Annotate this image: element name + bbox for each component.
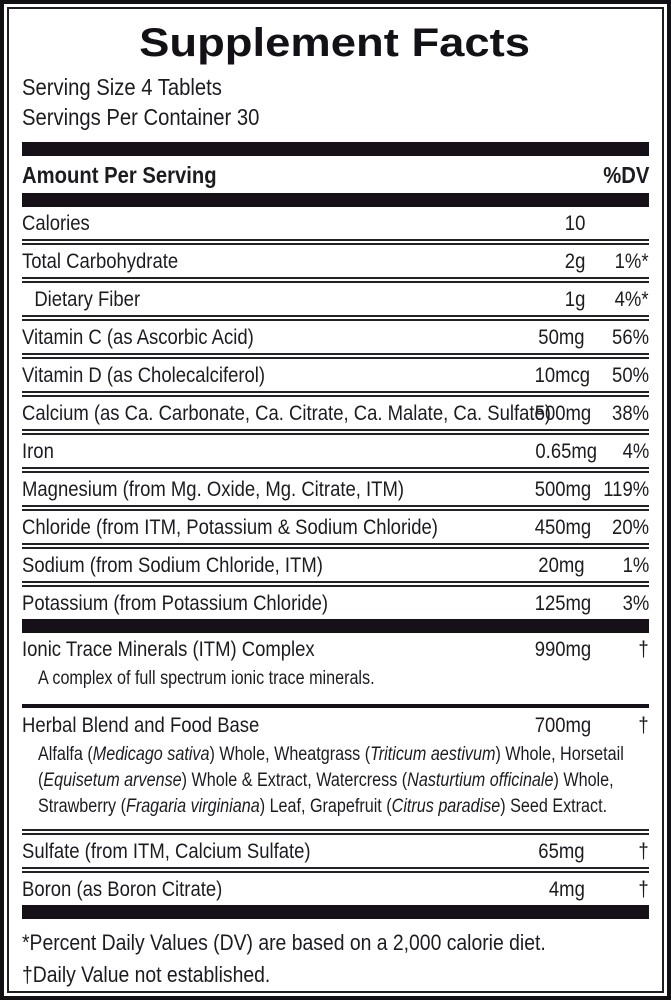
itm-description: A complex of full spectrum ionic trace minerals.: [38, 668, 375, 689]
nutrient-name: Iron: [22, 440, 54, 463]
table-row-boron: [22, 873, 649, 905]
herbal-description-line: (Equisetum arvense) Whole & Extract, Watercress (Nasturtium officinale) Whole,: [38, 770, 614, 791]
nutrient-dv: 38%: [612, 402, 649, 425]
nutrient-amount: 0.65mg: [535, 440, 598, 463]
nutrient-name: Sulfate (from ITM, Calcium Sulfate): [22, 840, 311, 863]
table-row-vitamin-d: [22, 359, 649, 391]
nutrient-name: Potassium (from Potassium Chloride): [22, 592, 329, 615]
nutrient-name: Calories: [22, 212, 90, 235]
nutrient-amount: 700mg: [534, 714, 592, 737]
table-row-herbal-blend: [22, 709, 649, 741]
nutrient-amount: 125mg: [534, 592, 592, 615]
nutrient-dv: 20%: [612, 516, 649, 539]
nutrient-dv: †: [638, 714, 649, 737]
nutrient-name: Chloride (from ITM, Potassium & Sodium Chloride): [22, 516, 438, 539]
nutrient-amount: 4mg: [549, 878, 585, 901]
divider-bar: [22, 142, 649, 156]
table-row-calories: [22, 207, 649, 239]
footnotes: [22, 927, 649, 991]
nutrient-dv: 1%*: [615, 250, 649, 273]
nutrient-dv: 56%: [612, 326, 649, 349]
title-graphic: [22, 21, 649, 65]
nutrient-amount: 500mg: [534, 478, 592, 501]
table-row-iron: [22, 435, 649, 467]
nutrient-dv: 1%: [622, 554, 649, 577]
nutrient-name: Magnesium (from Mg. Oxide, Mg. Citrate, ITM): [22, 478, 405, 501]
table-row-itm-complex: [22, 633, 649, 665]
herbal-blend-description: [22, 742, 649, 820]
table-row-calcium: [22, 397, 649, 429]
dv-header: %DV: [602, 162, 649, 188]
nutrient-amount: 2g: [564, 250, 585, 273]
nutrient-amount: 10: [564, 212, 585, 235]
nutrient-name: Vitamin C (as Ascorbic Acid): [22, 326, 254, 349]
nutrient-amount: 990mg: [534, 638, 592, 661]
nutrient-name: Boron (as Boron Citrate): [22, 878, 223, 901]
nutrient-dv: 4%*: [615, 288, 649, 311]
nutrient-name: Dietary Fiber: [34, 288, 141, 311]
table-row-sodium: [22, 549, 649, 581]
table-row-chloride: [22, 511, 649, 543]
label-inner-frame: [7, 7, 664, 993]
table-row-dietary-fiber: [22, 283, 649, 315]
nutrient-amount: 10mcg: [534, 364, 591, 387]
nutrient-name: Ionic Trace Minerals (ITM) Complex: [22, 638, 315, 661]
divider-bar: [22, 193, 649, 207]
table-row-total-carbohydrate: [22, 245, 649, 277]
nutrient-amount: 450mg: [534, 516, 592, 539]
nutrient-dv: †: [638, 878, 649, 901]
nutrient-name: Sodium (from Sodium Chloride, ITM): [22, 554, 323, 577]
nutrient-dv: [585, 212, 649, 236]
table-row-magnesium: [22, 473, 649, 505]
servings-per-container: Servings Per Container 30: [22, 104, 260, 130]
table-row-sulfate: [22, 835, 649, 867]
nutrient-name: Calcium (as Ca. Carbonate, Ca. Citrate, Ca. Malate, Ca. Sulfate): [22, 402, 551, 425]
footnote-percent-dv: *Percent Daily Values (DV) are based on a 2,000 calorie diet.: [22, 930, 546, 955]
herbal-description-line: Strawberry (Fragaria virginiana) Leaf, Grapefruit (Citrus paradise) Seed Extract.: [38, 796, 608, 817]
serving-info: [22, 72, 649, 132]
nutrient-dv: 3%: [622, 592, 649, 615]
footnote-daily-value: †Daily Value not established.: [22, 962, 271, 987]
nutrient-amount: 1g: [564, 288, 585, 311]
table-row-vitamin-c: [22, 321, 649, 353]
nutrient-name: Vitamin D (as Cholecalciferol): [22, 364, 266, 387]
nutrient-amount: 50mg: [538, 326, 585, 349]
herbal-description-line: Alfalfa (Medicago sativa) Whole, Wheatgrass (Triticum aestivum) Whole, Horsetail: [38, 744, 624, 765]
table-header-row: [22, 156, 649, 193]
nutrient-dv: †: [638, 638, 649, 661]
serving-size: Serving Size 4 Tablets: [22, 74, 222, 100]
nutrient-dv: †: [638, 840, 649, 863]
amount-per-serving-header: Amount Per Serving: [22, 162, 217, 188]
nutrient-dv: 50%: [612, 364, 649, 387]
nutrient-amount: 65mg: [538, 840, 585, 863]
nutrient-dv: 4%: [622, 440, 649, 463]
nutrient-amount: 20mg: [538, 554, 585, 577]
nutrient-dv: 119%: [603, 478, 649, 501]
nutrient-amount: 500mg: [534, 402, 592, 425]
page-title: Supplement Facts: [139, 21, 531, 65]
section-divider: [22, 704, 649, 708]
divider-bar: [22, 905, 649, 919]
nutrient-name: Herbal Blend and Food Base: [22, 714, 260, 737]
nutrient-name: Total Carbohydrate: [22, 250, 179, 273]
divider-bar: [22, 619, 649, 633]
table-row-potassium: [22, 587, 649, 619]
